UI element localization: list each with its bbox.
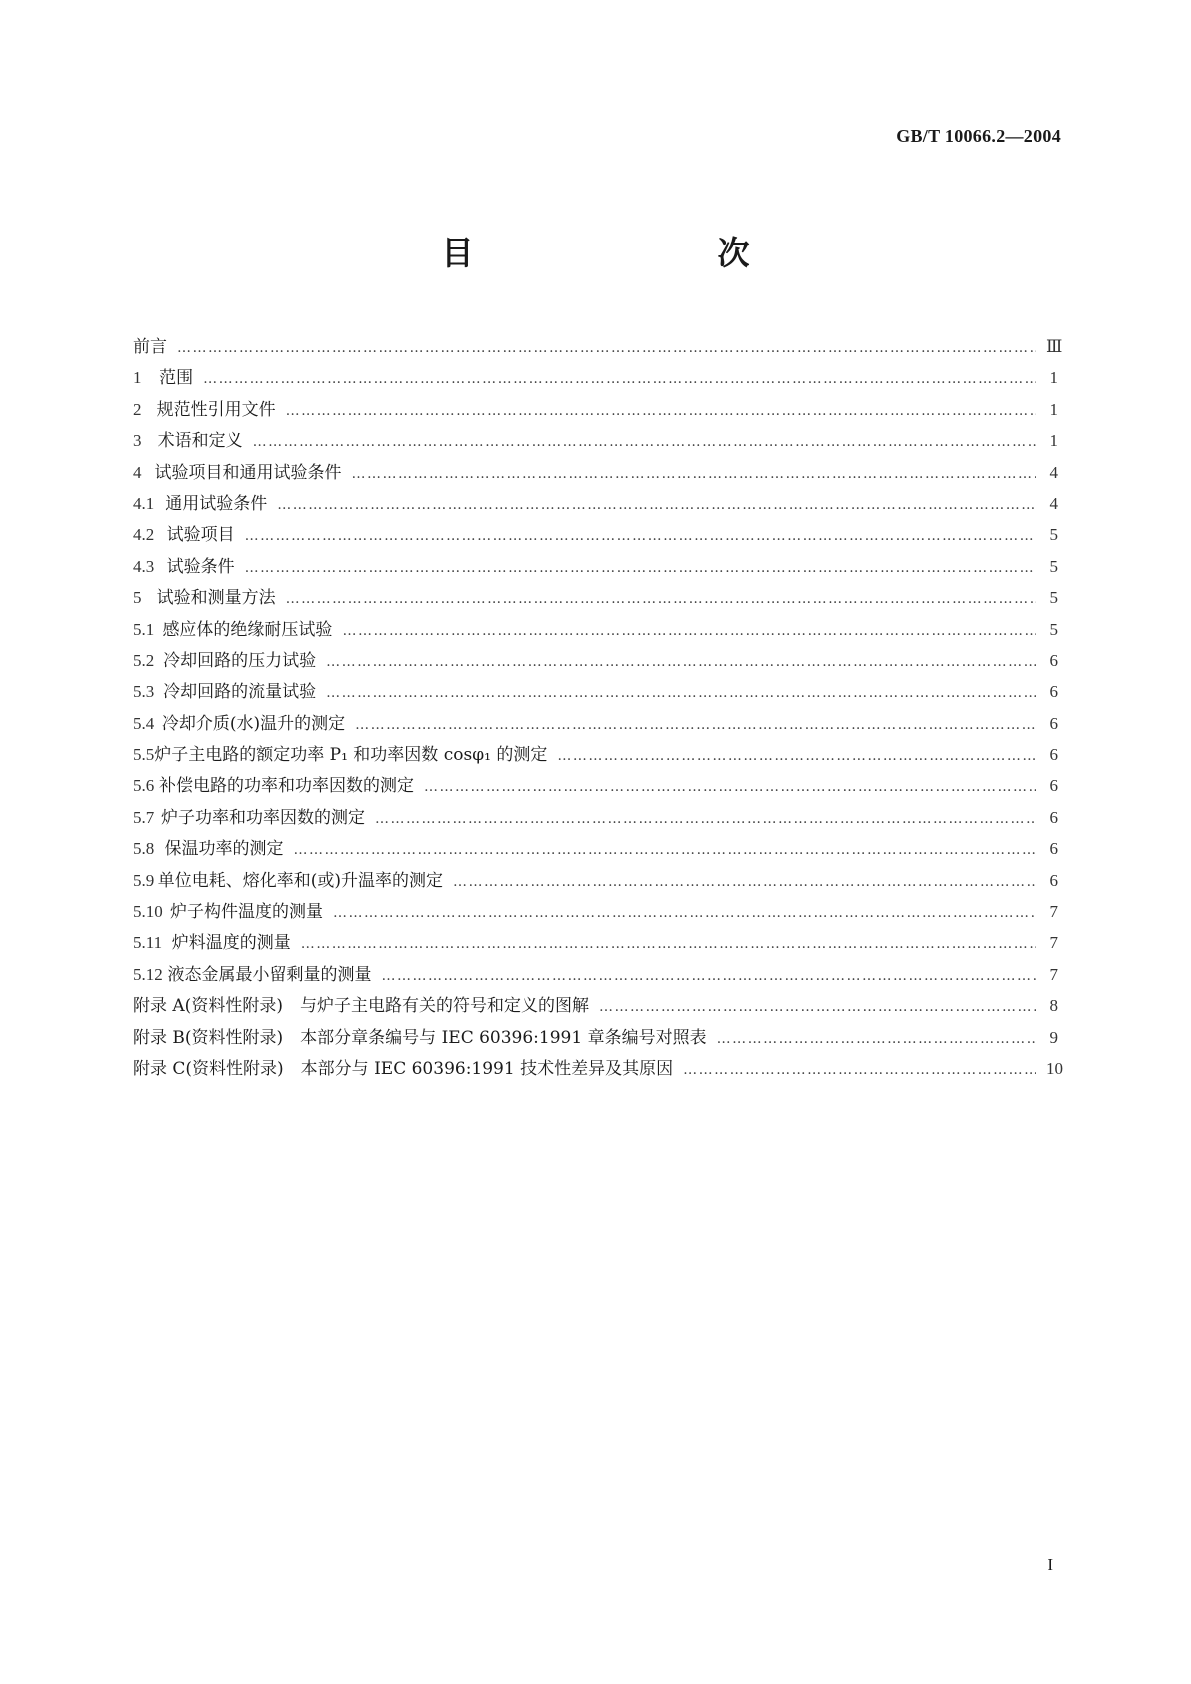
toc-entry-5-5[interactable] (133, 739, 1058, 770)
toc-entry-5-10[interactable] (133, 896, 1058, 927)
toc-entry-annex-c[interactable] (133, 1053, 1063, 1084)
toc-leader-dots (333, 898, 1036, 929)
toc-leader-dots (352, 459, 1037, 490)
toc-entry-text: 通用试验条件 (165, 493, 268, 514)
toc-leader-dots (355, 710, 1036, 741)
toc-entry-page: 7 (1049, 964, 1058, 984)
toc-leader-dots (301, 929, 1036, 960)
toc-leader-dots (717, 1024, 1036, 1055)
toc-entry-page: 6 (1049, 650, 1058, 670)
toc-entry-page: 9 (1049, 1027, 1058, 1047)
toc-entry-number: 5.11 (133, 933, 163, 953)
toc-entry-page: 4 (1049, 493, 1058, 513)
toc-entry-2[interactable] (133, 394, 1058, 425)
toc-entry-3[interactable] (133, 425, 1058, 456)
toc-entry-page: 5 (1049, 619, 1058, 639)
toc-entry-text: 试验项目 (166, 525, 235, 546)
toc-entry-text: 冷却回路的流量试验 (163, 682, 317, 703)
toc-entry-text: 炉子主电路的额定功率 P₁ 和功率因数 cosφ₁ 的测定 (154, 745, 548, 766)
toc-entry-5-2[interactable] (133, 645, 1058, 676)
toc-entry-text: 试验条件 (166, 556, 235, 577)
toc-entry-page: 6 (1049, 776, 1058, 796)
toc-entry-text: 附录 B(资料性附录) 本部分章条编号与 IEC 60396:1991 章条编号对照表 (133, 1027, 707, 1048)
toc-entry-number: 4.1 (133, 493, 155, 513)
toc-entry-page: 5 (1049, 525, 1058, 545)
toc-leader-dots (453, 867, 1036, 898)
toc-entry-4[interactable] (133, 457, 1058, 488)
toc-entry-page: 10 (1046, 1058, 1063, 1078)
toc-entry-page: 8 (1049, 996, 1058, 1016)
toc-entry-text: 冷却回路的压力试验 (163, 650, 317, 671)
toc-entry-number: 5.3 (133, 682, 155, 702)
toc-entry-5-12[interactable] (133, 959, 1058, 990)
toc-entry-page: 6 (1049, 870, 1058, 890)
toc-entry-page: 5 (1049, 556, 1058, 576)
toc-entry-5[interactable] (133, 582, 1058, 613)
toc-entry-text: 附录 C(资料性附录) 本部分与 IEC 60396:1991 技术性差异及其原因 (133, 1058, 674, 1079)
toc-entry-number: 5.10 (133, 902, 163, 922)
toc-entry-4-2[interactable] (133, 519, 1058, 550)
toc-entry-text: 补偿电路的功率和功率因数的测定 (158, 776, 414, 797)
toc-entry-page: 7 (1049, 902, 1058, 922)
toc-entry-4-3[interactable] (133, 551, 1058, 582)
page-number: I (1047, 1555, 1053, 1574)
toc-entry-page: 7 (1049, 933, 1058, 953)
toc-leader-dots (286, 396, 1036, 427)
toc-entry-1[interactable] (133, 362, 1058, 393)
toc-entry-number: 5.5 (133, 745, 155, 765)
toc-entry-text: 术语和定义 (157, 431, 243, 452)
toc-entry-page: 5 (1049, 588, 1058, 608)
toc-entry-number: 4.3 (133, 556, 155, 576)
toc-entry-page: 6 (1049, 745, 1058, 765)
toc-leader-dots (599, 992, 1036, 1023)
toc-entry-5-7[interactable] (133, 802, 1058, 833)
toc-leader-dots (342, 616, 1036, 647)
toc-entry-5-11[interactable] (133, 927, 1058, 958)
toc-entry-text: 规范性引用文件 (156, 399, 276, 420)
toc-entry-page: Ⅲ (1046, 337, 1063, 356)
toc-entry-number: 5.2 (133, 650, 155, 670)
toc-entry-text: 附录 A(资料性附录) 与炉子主电路有关的符号和定义的图解 (133, 996, 589, 1017)
toc-entry-text: 范围 (159, 368, 194, 389)
toc-entry-text: 炉子构件温度的测量 (170, 902, 323, 923)
toc-entry-text: 前言 (133, 337, 167, 357)
toc-leader-dots (286, 584, 1036, 615)
toc-entry-number: 5.9 (133, 870, 155, 890)
toc-entry-number: 5.6 (133, 776, 155, 796)
toc-entry-number: 5.1 (133, 619, 155, 639)
toc-leader-dots (424, 772, 1036, 803)
toc-entry-number: 5 (133, 588, 142, 608)
toc-entry-5-3[interactable] (133, 676, 1058, 707)
toc-entry-number: 4 (133, 462, 142, 482)
toc-entry-5-4[interactable] (133, 708, 1058, 739)
toc-entry-number: 4.2 (133, 525, 155, 545)
toc-entry-text: 感应体的绝缘耐压试验 (162, 619, 333, 640)
toc-entry-text: 炉子功率和功率因数的测定 (161, 807, 366, 828)
toc-leader-dots (245, 553, 1036, 584)
toc-leader-dots (277, 490, 1036, 521)
standard-code: GB/T 10066.2—2004 (896, 126, 1061, 146)
toc-entry-page: 4 (1049, 462, 1058, 482)
toc-entry-5-1[interactable] (133, 614, 1058, 645)
toc-leader-dots (294, 835, 1036, 866)
toc-entry-text: 炉料温度的测量 (171, 933, 291, 954)
toc-leader-dots (326, 647, 1036, 678)
toc-entry-number: 5.4 (133, 713, 155, 733)
toc-entry-number: 1 (133, 368, 142, 388)
toc-entry-text: 试验和测量方法 (156, 588, 276, 609)
toc-leader-dots (245, 521, 1036, 552)
toc-entry-text: 单位电耗、熔化率和(或)升温率的测定 (157, 870, 444, 891)
toc-entry-foreword[interactable] (133, 331, 1063, 362)
toc-entry-number: 5.12 (133, 964, 163, 984)
toc-entry-text: 液态金属最小留剩量的测量 (167, 964, 372, 985)
toc-entry-page: 6 (1049, 839, 1058, 859)
toc-entry-page: 6 (1049, 713, 1058, 733)
toc-leader-dots (375, 804, 1036, 835)
toc-leader-dots (177, 333, 1036, 364)
toc-entry-page: 1 (1049, 431, 1058, 451)
toc-entry-number: 5.7 (133, 807, 155, 827)
table-of-contents (133, 331, 1063, 1084)
toc-entry-annex-b[interactable] (133, 1022, 1058, 1053)
toc-entry-number: 3 (133, 431, 142, 451)
toc-entry-text: 试验项目和通用试验条件 (154, 462, 342, 483)
toc-entry-page: 1 (1049, 368, 1058, 388)
toc-leader-dots (203, 364, 1036, 395)
toc-entry-page: 6 (1049, 807, 1058, 827)
toc-entry-4-1[interactable] (133, 488, 1058, 519)
toc-leader-dots (557, 741, 1036, 772)
toc-entry-5-6[interactable] (133, 770, 1058, 801)
toc-entry-5-9[interactable] (133, 865, 1058, 896)
toc-entry-text: 保温功率的测定 (164, 839, 284, 860)
page-title: 目 次 (441, 234, 810, 272)
toc-leader-dots (683, 1055, 1036, 1086)
toc-leader-dots (381, 961, 1036, 992)
toc-leader-dots (326, 678, 1036, 709)
toc-entry-page: 1 (1049, 399, 1058, 419)
toc-entry-number: 5.8 (133, 839, 155, 859)
toc-entry-number: 2 (133, 399, 142, 419)
toc-entry-text: 冷却介质(水)温升的测定 (161, 713, 346, 734)
toc-entry-page: 6 (1049, 682, 1058, 702)
toc-leader-dots (253, 427, 1036, 458)
toc-entry-5-8[interactable] (133, 833, 1058, 864)
toc-entry-annex-a[interactable] (133, 990, 1058, 1021)
